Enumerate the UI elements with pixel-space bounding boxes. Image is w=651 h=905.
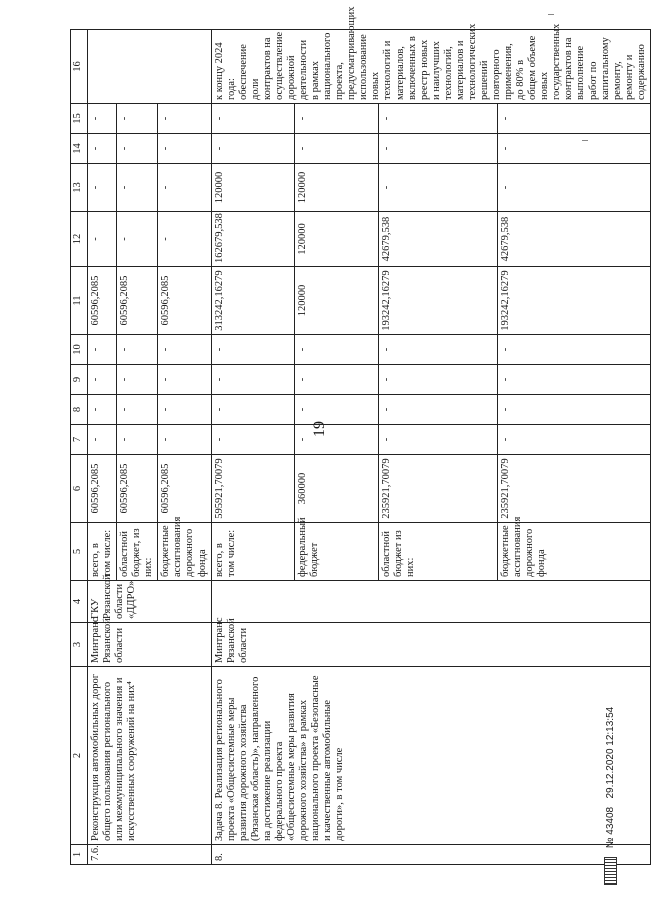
amount-cell: 120000 bbox=[211, 164, 295, 212]
funding-source: федеральный бюджет bbox=[295, 523, 379, 581]
amount-cell: - bbox=[497, 164, 650, 212]
amount-cell: 60596,2085 bbox=[88, 267, 117, 335]
amount-cell: - bbox=[211, 134, 295, 164]
amount-cell: - bbox=[158, 335, 211, 365]
expected-result: к концу 2024 года: обеспечение доли контрактов на осуществление дорожной деятельности в рамках национального проекта, предусматривающих использование новых технологий и материалов, включенных в реестр новых и наилучших технологий, материалов и технологических решений повторного применения, до 80% в общем объеме новых государственных контрактов на выполнение работ по капитальному ремонту, ремонту и содержанию bbox=[211, 30, 650, 104]
amount-cell: - bbox=[117, 425, 158, 455]
amount-cell: 60596,2085 bbox=[158, 455, 211, 523]
col-header: 3 bbox=[71, 623, 88, 667]
amount-cell: - bbox=[158, 395, 211, 425]
table-row bbox=[88, 30, 117, 865]
amount-cell: - bbox=[88, 335, 117, 365]
amount-cell: - bbox=[497, 134, 650, 164]
amount-cell: 193242,16279 bbox=[497, 267, 650, 335]
amount-cell: - bbox=[158, 212, 211, 267]
funding-source: всего, в том числе: bbox=[211, 523, 295, 581]
amount-cell: 120000 bbox=[295, 212, 379, 267]
amount-cell: 193242,16279 bbox=[379, 267, 497, 335]
amount-cell: - bbox=[88, 425, 117, 455]
col-header: 16 bbox=[71, 30, 88, 104]
amount-cell: - bbox=[295, 365, 379, 395]
amount-cell: - bbox=[158, 164, 211, 212]
row-number: 7.6. bbox=[88, 845, 212, 865]
funding-source: областной бюджет, из них: bbox=[117, 523, 158, 581]
amount-cell: 60596,2085 bbox=[117, 455, 158, 523]
amount-cell: - bbox=[158, 134, 211, 164]
amount-cell: 360000 bbox=[295, 455, 379, 523]
amount-cell: - bbox=[295, 134, 379, 164]
amount-cell: - bbox=[295, 335, 379, 365]
col-header: 10 bbox=[71, 335, 88, 365]
col-header: 2 bbox=[71, 667, 88, 845]
col-header: 4 bbox=[71, 581, 88, 623]
amount-cell: 235921,70079 bbox=[497, 455, 650, 523]
amount-cell: - bbox=[158, 104, 211, 134]
executor: ГКУ Рязанской области «ДДРО» bbox=[88, 581, 212, 623]
funding-source: бюджетные ассигнования дорожного фонда bbox=[158, 523, 211, 581]
amount-cell: - bbox=[117, 365, 158, 395]
amount-cell: - bbox=[379, 104, 497, 134]
amount-cell: - bbox=[379, 365, 497, 395]
document-table bbox=[70, 6, 651, 865]
amount-cell: - bbox=[88, 104, 117, 134]
amount-cell: 120000 bbox=[295, 267, 379, 335]
amount-cell: - bbox=[117, 395, 158, 425]
barcode-stamp-icon bbox=[604, 857, 617, 885]
amount-cell: - bbox=[158, 365, 211, 395]
row-number: 8. bbox=[211, 845, 650, 865]
amount-cell: - bbox=[379, 335, 497, 365]
registration-footer bbox=[604, 595, 620, 885]
amount-cell: 313242,16279 bbox=[211, 267, 295, 335]
expected-result bbox=[88, 30, 212, 104]
col-header: 11 bbox=[71, 267, 88, 335]
scan-mark bbox=[582, 140, 588, 141]
amount-cell: - bbox=[497, 365, 650, 395]
measure-name: Реконструкция автомобильных дорог общего пользования регионального или межмуниципального значения и искусственных сооружений на них⁴ bbox=[88, 667, 212, 845]
col-header: 9 bbox=[71, 365, 88, 395]
page-number: 19 bbox=[311, 421, 328, 437]
amount-cell: - bbox=[379, 134, 497, 164]
document-timestamp: 29.12.2020 12:13:54 bbox=[605, 706, 617, 799]
col-header: 7 bbox=[71, 425, 88, 455]
measure-name: Задача 8. Реализация регионального проекта «Общесистемные меры развития дорожного хозяйства (Рязанская область)», направленного на достижение реализации федерального проекта «Общесистемные меры развития дорожного хозяйства» в рамках национального проекта «Безопасные и качественные автомобильные дороги», в том числе bbox=[211, 667, 650, 845]
amount-cell: 42679,538 bbox=[379, 212, 497, 267]
col-header: 12 bbox=[71, 212, 88, 267]
amount-cell: - bbox=[211, 365, 295, 395]
responsible-body: Минтранс Рязанской области bbox=[88, 623, 212, 667]
col-header: 8 bbox=[71, 395, 88, 425]
funding-source: всего, в том числе: bbox=[88, 523, 117, 581]
amount-cell: - bbox=[295, 425, 379, 455]
amount-cell: - bbox=[158, 425, 211, 455]
amount-cell: - bbox=[117, 134, 158, 164]
amount-cell: 120000 bbox=[295, 164, 379, 212]
funding-source: бюджетные ассигнования дорожного фонда bbox=[497, 523, 650, 581]
amount-cell: - bbox=[117, 335, 158, 365]
amount-cell: - bbox=[88, 212, 117, 267]
amount-cell: - bbox=[88, 395, 117, 425]
responsible-body: Минтранс Рязанской области bbox=[211, 623, 650, 667]
amount-cell: 60596,2085 bbox=[158, 267, 211, 335]
amount-cell: - bbox=[211, 395, 295, 425]
amount-cell: - bbox=[497, 104, 650, 134]
amount-cell: - bbox=[379, 425, 497, 455]
funding-source: областной бюджет из них: bbox=[379, 523, 497, 581]
document-number: № 43408 bbox=[605, 806, 617, 849]
amount-cell: 60596,2085 bbox=[88, 455, 117, 523]
scan-mark bbox=[548, 14, 554, 15]
amount-cell: - bbox=[497, 425, 650, 455]
amount-cell: - bbox=[117, 212, 158, 267]
col-header: 15 bbox=[71, 104, 88, 134]
amount-cell: 42679,538 bbox=[497, 212, 650, 267]
amount-cell: - bbox=[295, 395, 379, 425]
amount-cell: - bbox=[211, 425, 295, 455]
amount-cell: - bbox=[88, 164, 117, 212]
amount-cell: 235921,70079 bbox=[379, 455, 497, 523]
col-header: 5 bbox=[71, 523, 88, 581]
column-number-row bbox=[71, 30, 88, 865]
amount-cell: - bbox=[497, 395, 650, 425]
amount-cell: - bbox=[295, 104, 379, 134]
amount-cell: 60596,2085 bbox=[117, 267, 158, 335]
col-header: 13 bbox=[71, 164, 88, 212]
amount-cell: - bbox=[88, 365, 117, 395]
amount-cell: - bbox=[379, 395, 497, 425]
amount-cell: - bbox=[497, 335, 650, 365]
amount-cell: 162679,538 bbox=[211, 212, 295, 267]
amount-cell: - bbox=[117, 104, 158, 134]
amount-cell: - bbox=[211, 335, 295, 365]
amount-cell: - bbox=[117, 164, 158, 212]
amount-cell: 595921,70079 bbox=[211, 455, 295, 523]
table-row bbox=[211, 30, 295, 865]
amount-cell: - bbox=[211, 104, 295, 134]
amount-cell: - bbox=[88, 134, 117, 164]
executor bbox=[211, 581, 650, 623]
col-header: 14 bbox=[71, 134, 88, 164]
col-header: 1 bbox=[71, 845, 88, 865]
col-header: 6 bbox=[71, 455, 88, 523]
amount-cell: - bbox=[379, 164, 497, 212]
